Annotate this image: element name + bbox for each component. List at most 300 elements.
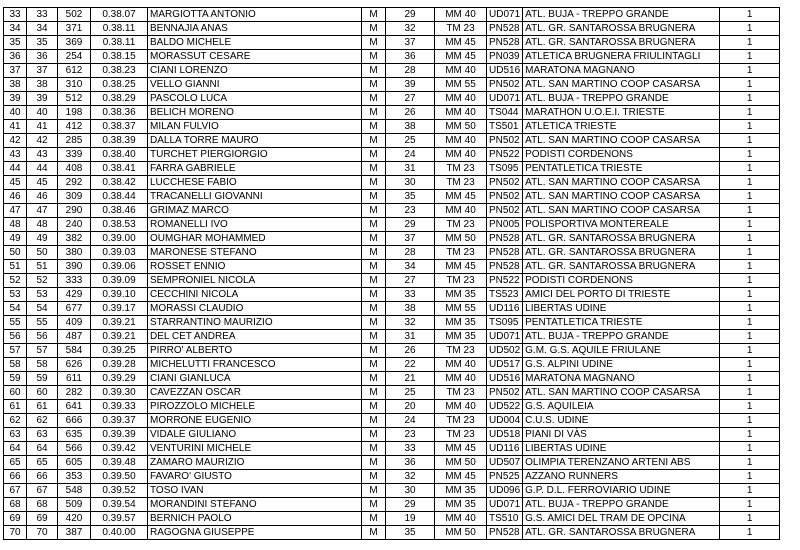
points-cell: 1 [720,428,780,442]
finish-time-cell: 0.39.06 [91,260,148,274]
category-cell: TM 23 [435,414,487,428]
club-name-cell: ATL. SAN MARTINO COOP CASARSA [523,134,720,148]
position-cell: 45 [4,176,27,190]
table-row [4,456,780,470]
athlete-name-cell: FAVARO' GIUSTO [148,470,362,484]
club-code-cell: PN039 [487,50,523,64]
position-cell: 50 [4,246,27,260]
athlete-name-cell: RAGOGNA GIUSEPPE [148,526,362,540]
category-cell: MM 35 [435,498,487,512]
finish-time-cell: 0.39.30 [91,386,148,400]
athlete-name-cell: MILAN FULVIO [148,120,362,134]
bib-number-cell: 487 [58,330,91,344]
bib-number-cell: 353 [58,470,91,484]
club-code-cell: TS044 [487,106,523,120]
table-row [4,204,780,218]
points-cell: 1 [720,232,780,246]
athlete-name-cell: OUMGHAR MOHAMMED [148,232,362,246]
category-position-cell: 40 [27,106,58,120]
club-name-cell: ATL. SAN MARTINO COOP CASARSA [523,176,720,190]
age-rank-cell: 28 [386,246,435,260]
position-cell: 60 [4,386,27,400]
sex-cell: M [362,260,386,274]
sex-cell: M [362,176,386,190]
category-cell: MM 40 [435,92,487,106]
age-rank-cell: 22 [386,358,435,372]
finish-time-cell: 0.38.39 [91,134,148,148]
athlete-name-cell: ROMANELLI IVO [148,218,362,232]
sex-cell: M [362,204,386,218]
finish-time-cell: 0.38.07 [91,8,148,22]
finish-time-cell: 0.38.44 [91,190,148,204]
category-position-cell: 38 [27,78,58,92]
club-code-cell: UD071 [487,498,523,512]
points-cell: 1 [720,498,780,512]
table-row [4,302,780,316]
points-cell: 1 [720,22,780,36]
category-cell: MM 55 [435,302,487,316]
athlete-name-cell: CAVEZZAN OSCAR [148,386,362,400]
athlete-name-cell: DALLA TORRE MAURO [148,134,362,148]
bib-number-cell: 290 [58,204,91,218]
category-cell: MM 45 [435,190,487,204]
finish-time-cell: 0.38.25 [91,78,148,92]
club-name-cell: C.U.S. UDINE [523,414,720,428]
club-name-cell: ATL. BUJA - TREPPO GRANDE [523,8,720,22]
age-rank-cell: 37 [386,36,435,50]
age-rank-cell: 25 [386,134,435,148]
points-cell: 1 [720,120,780,134]
points-cell: 1 [720,330,780,344]
athlete-name-cell: PIRRO' ALBERTO [148,344,362,358]
age-rank-cell: 28 [386,64,435,78]
age-rank-cell: 31 [386,330,435,344]
category-cell: TM 23 [435,218,487,232]
table-row [4,316,780,330]
bib-number-cell: 626 [58,358,91,372]
table-row [4,484,780,498]
finish-time-cell: 0.39.09 [91,274,148,288]
points-cell: 1 [720,218,780,232]
sex-cell: M [362,148,386,162]
age-rank-cell: 31 [386,162,435,176]
sex-cell: M [362,330,386,344]
bib-number-cell: 666 [58,414,91,428]
finish-time-cell: 0.39.25 [91,344,148,358]
position-cell: 35 [4,36,27,50]
athlete-name-cell: ROSSET ENNIO [148,260,362,274]
position-cell: 37 [4,64,27,78]
table-row [4,372,780,386]
club-code-cell: TS095 [487,316,523,330]
bib-number-cell: 292 [58,176,91,190]
points-cell: 1 [720,50,780,64]
age-rank-cell: 26 [386,344,435,358]
club-name-cell: LIBERTAS UDINE [523,302,720,316]
club-name-cell: ATL. SAN MARTINO COOP CASARSA [523,204,720,218]
table-row [4,330,780,344]
club-code-cell: PN502 [487,78,523,92]
finish-time-cell: 0.39.29 [91,372,148,386]
points-cell: 1 [720,78,780,92]
age-rank-cell: 29 [386,498,435,512]
club-code-cell: TS095 [487,162,523,176]
bib-number-cell: 408 [58,162,91,176]
sex-cell: M [362,400,386,414]
athlete-name-cell: FARRA GABRIELE [148,162,362,176]
bib-number-cell: 254 [58,50,91,64]
category-position-cell: 59 [27,372,58,386]
table-row [4,358,780,372]
sex-cell: M [362,498,386,512]
finish-time-cell: 0.38.29 [91,92,148,106]
category-position-cell: 42 [27,134,58,148]
points-cell: 1 [720,442,780,456]
bib-number-cell: 641 [58,400,91,414]
age-rank-cell: 37 [386,232,435,246]
sex-cell: M [362,64,386,78]
age-rank-cell: 19 [386,512,435,526]
points-cell: 1 [720,288,780,302]
finish-time-cell: 0.40.00 [91,526,148,540]
age-rank-cell: 38 [386,302,435,316]
category-cell: MM 45 [435,50,487,64]
club-code-cell: PN502 [487,176,523,190]
athlete-name-cell: VELLO GIANNI [148,78,362,92]
finish-time-cell: 0.39.28 [91,358,148,372]
athlete-name-cell: BERNICH PAOLO [148,512,362,526]
club-name-cell: G.S. AQUILEIA [523,400,720,414]
club-name-cell: ATLETICA BRUGNERA FRIULINTAGLI [523,50,720,64]
finish-time-cell: 0.39.57 [91,512,148,526]
category-position-cell: 55 [27,316,58,330]
position-cell: 58 [4,358,27,372]
category-cell: MM 40 [435,358,487,372]
category-position-cell: 37 [27,64,58,78]
table-row [4,400,780,414]
club-name-cell: LIBERTAS UDINE [523,442,720,456]
category-position-cell: 68 [27,498,58,512]
athlete-name-cell: CECCHINI NICOLA [148,288,362,302]
category-cell: MM 45 [435,470,487,484]
age-rank-cell: 33 [386,442,435,456]
athlete-name-cell: BALDO MICHELE [148,36,362,50]
category-position-cell: 51 [27,260,58,274]
sex-cell: M [362,526,386,540]
athlete-name-cell: MICHELUTTI FRANCESCO [148,358,362,372]
age-rank-cell: 32 [386,316,435,330]
category-position-cell: 64 [27,442,58,456]
age-rank-cell: 35 [386,190,435,204]
category-cell: TM 23 [435,162,487,176]
category-cell: TM 23 [435,22,487,36]
sex-cell: M [362,78,386,92]
table-row [4,260,780,274]
club-name-cell: ATL. GR. SANTAROSSA BRUGNERA [523,526,720,540]
category-cell: MM 50 [435,456,487,470]
table-row [4,78,780,92]
table-row [4,162,780,176]
finish-time-cell: 0.38.23 [91,64,148,78]
bib-number-cell: 548 [58,484,91,498]
position-cell: 46 [4,190,27,204]
sex-cell: M [362,246,386,260]
club-name-cell: PODISTI CORDENONS [523,274,720,288]
bib-number-cell: 412 [58,120,91,134]
table-row [4,246,780,260]
bib-number-cell: 310 [58,78,91,92]
position-cell: 47 [4,204,27,218]
category-cell: TM 23 [435,246,487,260]
athlete-name-cell: TOSO IVAN [148,484,362,498]
category-position-cell: 66 [27,470,58,484]
table-row [4,64,780,78]
category-position-cell: 67 [27,484,58,498]
points-cell: 1 [720,260,780,274]
position-cell: 59 [4,372,27,386]
category-position-cell: 56 [27,330,58,344]
club-code-cell: PN528 [487,232,523,246]
bib-number-cell: 635 [58,428,91,442]
age-rank-cell: 30 [386,484,435,498]
age-rank-cell: 24 [386,148,435,162]
category-position-cell: 36 [27,50,58,64]
table-row [4,274,780,288]
bib-number-cell: 309 [58,190,91,204]
category-cell: MM 45 [435,260,487,274]
finish-time-cell: 0.38.37 [91,120,148,134]
points-cell: 1 [720,64,780,78]
position-cell: 63 [4,428,27,442]
sex-cell: M [362,92,386,106]
points-cell: 1 [720,526,780,540]
club-name-cell: G.S. AMICI DEL TRAM DE OPCINA [523,512,720,526]
category-position-cell: 53 [27,288,58,302]
age-rank-cell: 20 [386,400,435,414]
athlete-name-cell: GRIMAZ MARCO [148,204,362,218]
club-code-cell: UD071 [487,330,523,344]
sex-cell: M [362,302,386,316]
club-name-cell: MARATHON U.O.E.I. TRIESTE [523,106,720,120]
club-name-cell: PODISTI CORDENONS [523,148,720,162]
bib-number-cell: 387 [58,526,91,540]
finish-time-cell: 0.38.15 [91,50,148,64]
club-code-cell: UD522 [487,400,523,414]
points-cell: 1 [720,106,780,120]
club-code-cell: UD004 [487,414,523,428]
category-position-cell: 44 [27,162,58,176]
sex-cell: M [362,106,386,120]
category-position-cell: 46 [27,190,58,204]
category-cell: MM 50 [435,526,487,540]
category-cell: MM 40 [435,400,487,414]
club-name-cell: ATL. GR. SANTAROSSA BRUGNERA [523,260,720,274]
position-cell: 53 [4,288,27,302]
age-rank-cell: 35 [386,526,435,540]
position-cell: 66 [4,470,27,484]
table-row [4,8,780,22]
bib-number-cell: 282 [58,386,91,400]
sex-cell: M [362,190,386,204]
category-cell: MM 40 [435,106,487,120]
club-code-cell: PN522 [487,148,523,162]
category-position-cell: 45 [27,176,58,190]
athlete-name-cell: MARGIOTTA ANTONIO [148,8,362,22]
table-row [4,22,780,36]
club-code-cell: PN528 [487,22,523,36]
club-name-cell: ATL. SAN MARTINO COOP CASARSA [523,386,720,400]
finish-time-cell: 0.39.10 [91,288,148,302]
position-cell: 68 [4,498,27,512]
category-position-cell: 35 [27,36,58,50]
sex-cell: M [362,442,386,456]
points-cell: 1 [720,344,780,358]
position-cell: 33 [4,8,27,22]
club-name-cell: MARATONA MAGNANO [523,64,720,78]
sex-cell: M [362,512,386,526]
bib-number-cell: 390 [58,260,91,274]
sex-cell: M [362,372,386,386]
category-cell: MM 40 [435,372,487,386]
sex-cell: M [362,134,386,148]
age-rank-cell: 24 [386,414,435,428]
sex-cell: M [362,162,386,176]
finish-time-cell: 0.39.00 [91,232,148,246]
club-name-cell: ATL. GR. SANTAROSSA BRUGNERA [523,246,720,260]
bib-number-cell: 409 [58,316,91,330]
finish-time-cell: 0.38.46 [91,204,148,218]
table-row [4,176,780,190]
finish-time-cell: 0.39.21 [91,330,148,344]
table-row [4,106,780,120]
position-cell: 55 [4,316,27,330]
category-cell: MM 40 [435,204,487,218]
club-code-cell: PN528 [487,36,523,50]
points-cell: 1 [720,274,780,288]
category-cell: MM 55 [435,78,487,92]
bib-number-cell: 380 [58,246,91,260]
category-cell: MM 40 [435,148,487,162]
category-cell: MM 40 [435,8,487,22]
club-name-cell: AMICI DEL PORTO DI TRIESTE [523,288,720,302]
athlete-name-cell: MORANDINI STEFANO [148,498,362,512]
bib-number-cell: 566 [58,442,91,456]
points-cell: 1 [720,470,780,484]
club-name-cell: OLIMPIA TERENZANO ARTENI ABS [523,456,720,470]
club-code-cell: UD518 [487,428,523,442]
club-code-cell: TS510 [487,512,523,526]
athlete-name-cell: MARONESE STEFANO [148,246,362,260]
club-name-cell: ATL. BUJA - TREPPO GRANDE [523,92,720,106]
category-cell: TM 23 [435,386,487,400]
finish-time-cell: 0.39.54 [91,498,148,512]
position-cell: 70 [4,526,27,540]
athlete-name-cell: STARRANTINO MAURIZIO [148,316,362,330]
bib-number-cell: 584 [58,344,91,358]
category-position-cell: 69 [27,512,58,526]
category-cell: MM 45 [435,442,487,456]
position-cell: 38 [4,78,27,92]
age-rank-cell: 30 [386,176,435,190]
club-name-cell: G.S. ALPINI UDINE [523,358,720,372]
club-code-cell: UD096 [487,484,523,498]
finish-time-cell: 0.38.11 [91,36,148,50]
club-code-cell: PN528 [487,260,523,274]
category-position-cell: 70 [27,526,58,540]
sex-cell: M [362,456,386,470]
athlete-name-cell: DEL CET ANDREA [148,330,362,344]
position-cell: 41 [4,120,27,134]
club-code-cell: UD516 [487,372,523,386]
age-rank-cell: 27 [386,274,435,288]
results-table [3,7,780,540]
category-cell: TM 23 [435,428,487,442]
sex-cell: M [362,358,386,372]
category-position-cell: 49 [27,232,58,246]
category-cell: MM 50 [435,232,487,246]
table-row [4,442,780,456]
athlete-name-cell: BELICH MORENO [148,106,362,120]
sex-cell: M [362,386,386,400]
position-cell: 65 [4,456,27,470]
position-cell: 62 [4,414,27,428]
finish-time-cell: 0.39.33 [91,400,148,414]
table-row [4,414,780,428]
athlete-name-cell: MORRONE EUGENIO [148,414,362,428]
table-row [4,50,780,64]
bib-number-cell: 677 [58,302,91,316]
club-code-cell: UD517 [487,358,523,372]
club-name-cell: ATL. GR. SANTAROSSA BRUGNERA [523,36,720,50]
club-name-cell: ATL. SAN MARTINO COOP CASARSA [523,78,720,92]
table-row [4,218,780,232]
category-position-cell: 41 [27,120,58,134]
age-rank-cell: 36 [386,456,435,470]
category-cell: MM 45 [435,36,487,50]
bib-number-cell: 512 [58,92,91,106]
points-cell: 1 [720,162,780,176]
table-row [4,386,780,400]
finish-time-cell: 0.38.36 [91,106,148,120]
category-position-cell: 43 [27,148,58,162]
bib-number-cell: 502 [58,8,91,22]
finish-time-cell: 0.39.21 [91,316,148,330]
table-row [4,344,780,358]
points-cell: 1 [720,148,780,162]
athlete-name-cell: BENNAJIA ANAS [148,22,362,36]
sex-cell: M [362,414,386,428]
bib-number-cell: 369 [58,36,91,50]
age-rank-cell: 29 [386,218,435,232]
table-row [4,134,780,148]
position-cell: 51 [4,260,27,274]
club-name-cell: MARATONA MAGNANO [523,372,720,386]
bib-number-cell: 285 [58,134,91,148]
table-row [4,92,780,106]
category-position-cell: 63 [27,428,58,442]
club-code-cell: PN502 [487,204,523,218]
table-row [4,498,780,512]
position-cell: 44 [4,162,27,176]
points-cell: 1 [720,512,780,526]
athlete-name-cell: MORASSI CLAUDIO [148,302,362,316]
club-name-cell: ATL. GR. SANTAROSSA BRUGNERA [523,22,720,36]
age-rank-cell: 26 [386,106,435,120]
category-position-cell: 33 [27,8,58,22]
age-rank-cell: 36 [386,50,435,64]
sex-cell: M [362,36,386,50]
position-cell: 34 [4,22,27,36]
